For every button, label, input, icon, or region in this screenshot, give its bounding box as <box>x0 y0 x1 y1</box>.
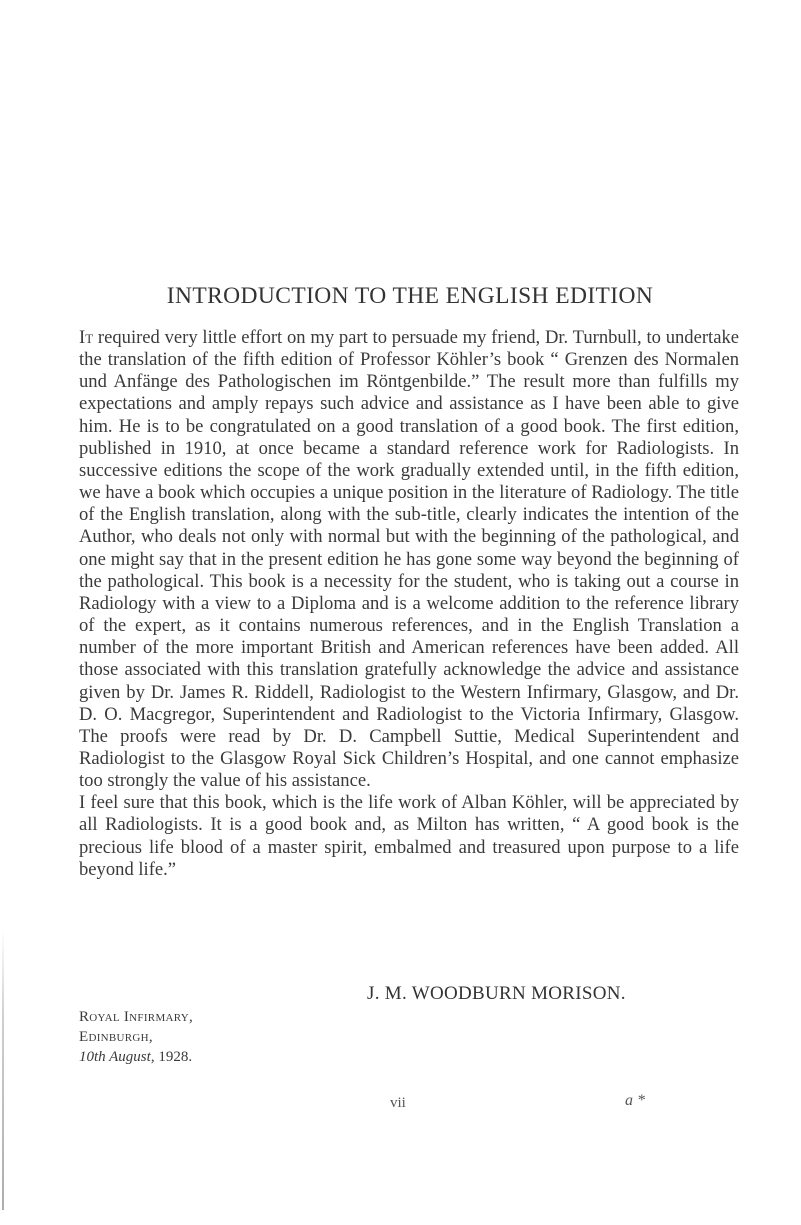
author-signature: J. M. WOODBURN MORISON. <box>367 983 626 1004</box>
address-date-year: , 1928. <box>150 1049 193 1065</box>
address-date <box>79 1047 193 1067</box>
address-date-day: 10th August <box>79 1049 151 1065</box>
address-line-city: Edinburgh, <box>79 1029 153 1045</box>
page-title: INTRODUCTION TO THE ENGLISH EDITION <box>166 283 654 309</box>
paragraph-first-text: required very little effort on my part to persuade my friend, Dr. Turnbull, to undertake the translation of the fifth edition of Professor Köhler’s book “ Grenzen des Normalen und Anfänge des Pathologischen im Röntgenbilde.” The result more than fulfills my expectations and amply repays such advice and assistance as I have been able to give him. He is to be congratulated on a good translation of a good book. The first edition, published in 1910, at once became a standard reference work for Radiologists. In successive editions the scope of the work gradually extended until, in the fifth edition, we have a book which occupies a unique position in the literature of Radiology. The title of the English translation, along with the sub-title, clearly indicates the intention of the Author, who deals not only with normal but with the beginning of the pathological, and one might say that in the present edition he has gone some way beyond the beginning of the pathological. This book is a necessity for the student, who is taking out a course in Radiology with a view to a Diploma and is a welcome addition to the reference library of the expert, as it contains numerous references, and in the English Translation a number of the more important British and American references have been added. All those associated with this translation gratefully acknowledge the advice and assistance given by Dr. James R. Riddell, Radiologist to the Western Infirmary, Glasgow, and Dr. D. O. Macgregor, Superintendent and Radiologist to the Victoria Infirmary, Glasgow. The proofs were read by Dr. D. Campbell Suttie, Medical Superintendent and Radiologist to the Glasgow Royal Sick Children’s Hospital, and one cannot emphasize too strongly the value of his assistance. <box>79 327 739 792</box>
printer-signature-mark: a * <box>625 1092 645 1109</box>
address-block <box>79 1007 193 1067</box>
address-line-institution: Royal Infirmary, <box>79 1009 194 1025</box>
page-number: vii <box>390 1095 406 1111</box>
paragraph-lead-word: It <box>79 327 94 348</box>
paragraph-first <box>79 327 739 792</box>
paragraph-second: I feel sure that this book, which is the life work of Alban Köhler, will be appreciated by all Radiologists. It is a good book and, as Milton has written, “ A good book is the precious life blood of a master spirit, embalmed and treasured upon purpose to a life beyond life.” <box>79 792 739 880</box>
introduction-body <box>79 327 739 881</box>
page-edge-shadow <box>2 930 4 1210</box>
